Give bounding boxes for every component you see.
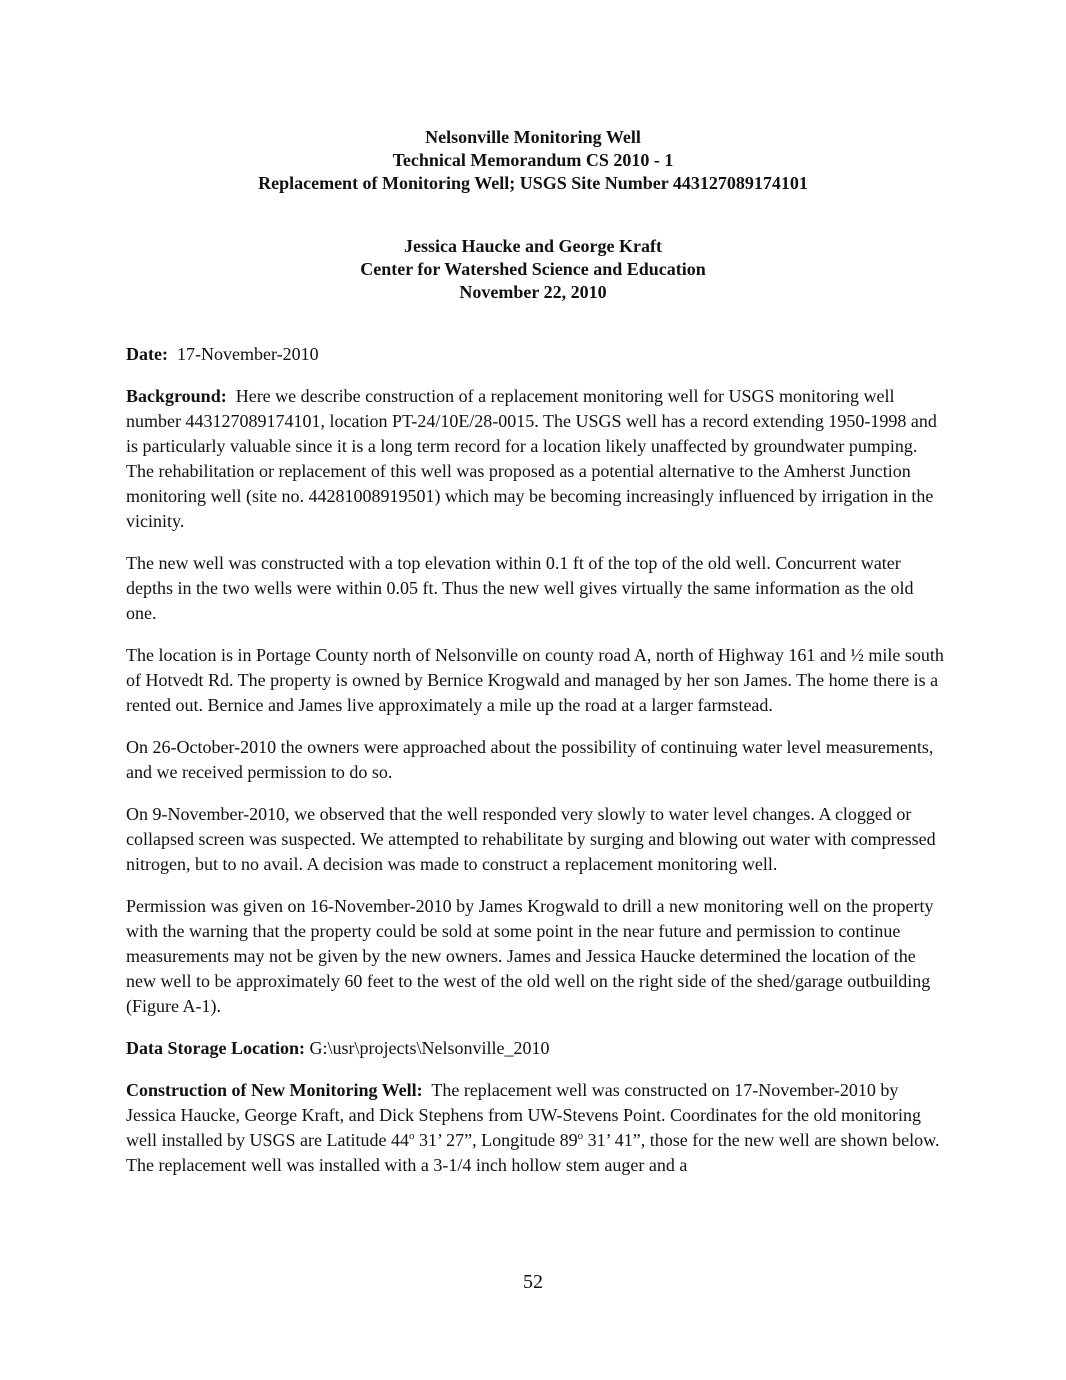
paragraph-rehabilitation: On 9-November-2010, we observed that the well responded very slowly to water level changes. A clogged or collapsed screen was suspected. We attempted to rehabilitate by surging and blowing out water with compressed nitrogen, but to no avail. A decision was made to construct a replacement monitoring well. [126, 804, 936, 874]
degree-mark-latitude: o [408, 1130, 415, 1142]
paragraph-elevation: The new well was constructed with a top elevation within 0.1 ft of the top of the old well. Concurrent water depths in the two wells were within 0.05 ft. Thus the new well gives virtually the same information as the old one. [126, 553, 914, 623]
background-paragraph [126, 384, 946, 534]
construction-paragraph [126, 1078, 946, 1178]
background-text: Here we describe construction of a replacement monitoring well for USGS monitoring well number 443127089174101, location PT-24/10E/28-0015. The USGS well has a record extending 1950-1998 and is particularly valuable since it is a long term record for a location likely unaffected by groundwater pumping. The rehabilitation or replacement of this well was proposed as a potential alternative to the Amherst Junction monitoring well (site no. 44281008919501) which may be becoming increasingly influenced by irrigation in the vicinity. [126, 386, 937, 531]
date-value: 17-November-2010 [176, 344, 319, 364]
construction-text-2: 31’ 27”, Longitude 89 [414, 1130, 578, 1150]
author-block [0, 235, 1066, 304]
page-number: 52 [523, 1271, 543, 1293]
paragraph-permission-nov: Permission was given on 16-November-2010 by James Krogwald to drill a new monitoring well on the property with the warning that the property could be sold at some point in the near future and permission to continue measurements may not be given by the new owners. James and Jessica Haucke determined the location of the new well to be approximately 60 feet to the west of the old well on the right side of the shed/garage outbuilding (Figure A-1). [126, 896, 934, 1016]
date-line [126, 342, 946, 367]
memo-body [126, 342, 946, 1195]
title-line-3: Replacement of Monitoring Well; USGS Site Number 443127089174101 [258, 173, 808, 193]
background-label: Background: [126, 386, 227, 406]
date-label: Date: [126, 344, 168, 364]
construction-text-3: 31’ 41”, those for the new well are shown below. The replacement well was installed with a 3-1/4 inch hollow stem auger and a [126, 1130, 940, 1175]
data-storage-path: G:\usr\projects\Nelsonville_2010 [309, 1038, 550, 1058]
title-line-1: Nelsonville Monitoring Well [425, 127, 641, 147]
authors: Jessica Haucke and George Kraft [404, 236, 662, 256]
data-storage-line [126, 1036, 946, 1061]
paragraph-location: The location is in Portage County north of Nelsonville on county road A, north of Highway 161 and ½ mile south of Hotvedt Rd. The property is owned by Bernice Krogwald and managed by her son James. The home there is a rented out. Bernice and James live approximately a mile up the road at a larger farmstead. [126, 645, 944, 715]
construction-text-1: The replacement well was constructed on 17-November-2010 by Jessica Haucke, George Kraft, and Dick Stephens from UW-Stevens Point. Coordinates for the old monitoring well installed by USGS are Latitude 44 [126, 1080, 921, 1150]
degree-mark-longitude: o [577, 1130, 584, 1142]
construction-label: Construction of New Monitoring Well: [126, 1080, 423, 1100]
title-block [0, 126, 1066, 195]
title-line-2: Technical Memorandum CS 2010 - 1 [392, 150, 674, 170]
organization: Center for Watershed Science and Education [360, 259, 706, 279]
paragraph-permission-oct: On 26-October-2010 the owners were approached about the possibility of continuing water level measurements, and we received permission to do so. [126, 737, 934, 782]
memo-date: November 22, 2010 [459, 282, 607, 302]
data-storage-label: Data Storage Location: [126, 1038, 305, 1058]
